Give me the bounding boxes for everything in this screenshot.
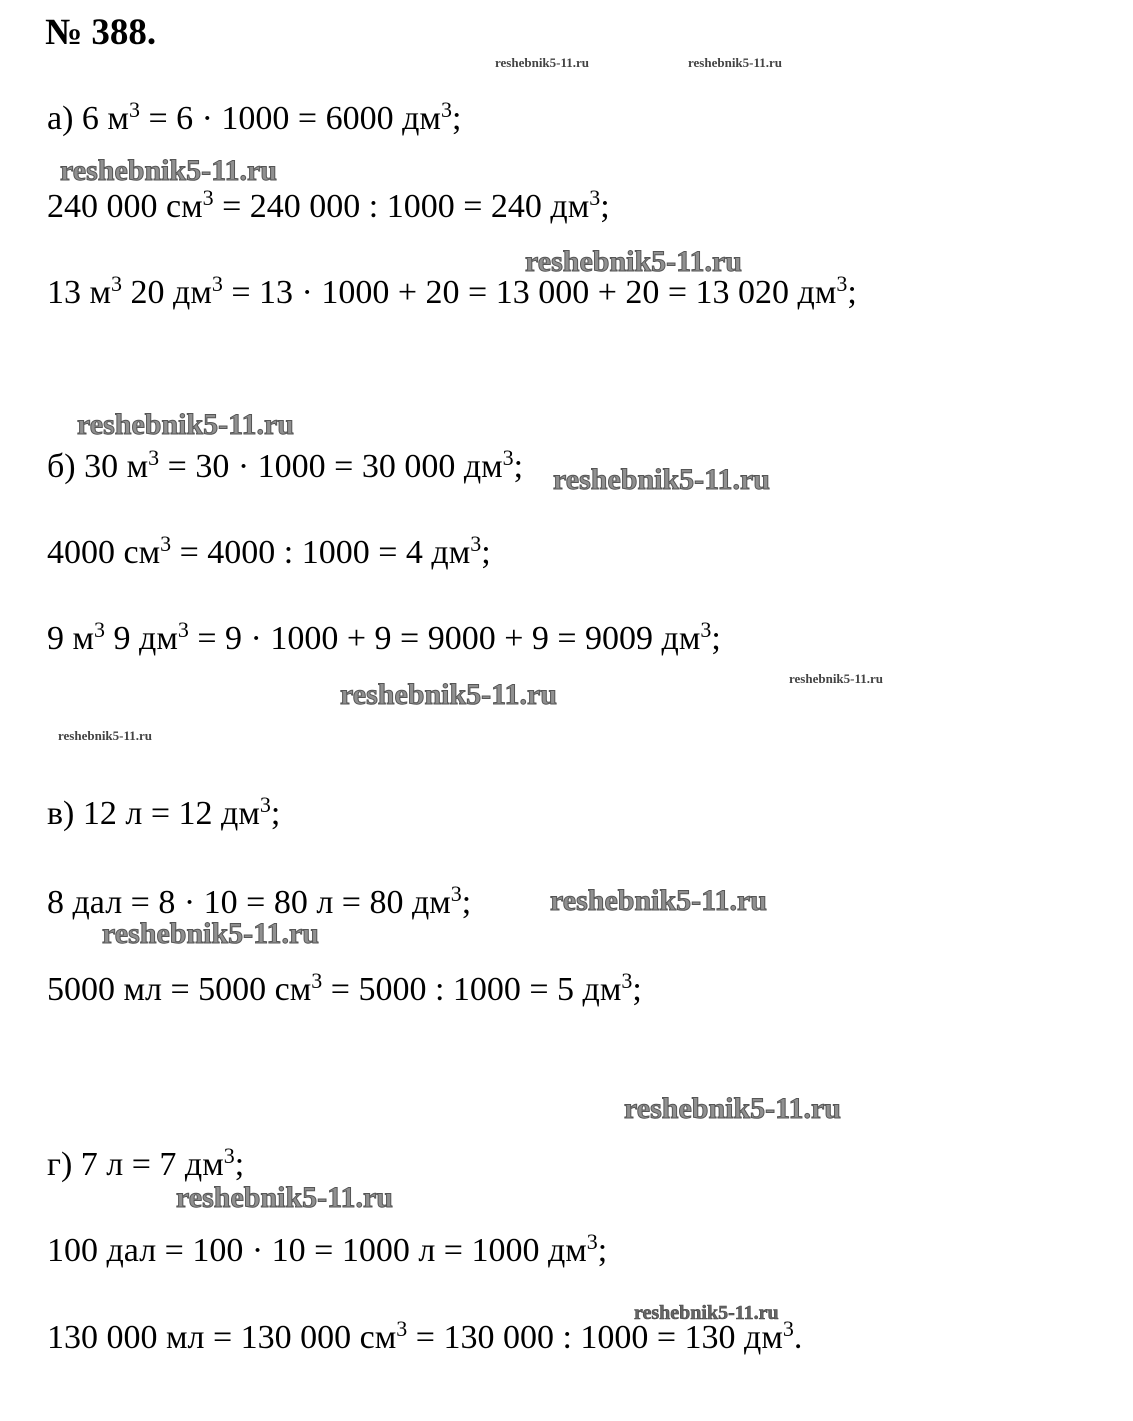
equation-line: 13 $м^3$ 20 $дм^3 = 13 \cdot 1000 + 20 = 13$ 000 + 20 = 13 020 $дм^3$; [47,270,857,311]
equation-line: а) 6 $м^3 = 6 \cdot 1000 = 6000$ $дм^3$; [47,96,462,137]
watermark: reshebnik5-11.ru [60,154,277,187]
equation-line: в) 12 л = 12 $дм^3$; [47,791,281,832]
watermark: reshebnik5-11.ru [102,917,319,950]
watermark: reshebnik5-11.ru [77,408,294,441]
watermark: reshebnik5-11.ru [553,463,770,496]
watermark: reshebnik5-11.ru [176,1181,393,1214]
watermark: reshebnik5-11.ru [340,678,557,711]
watermark: reshebnik5-11.ru [634,1302,779,1324]
equation-line: 8 дал = 8 · 10 = 80 л = 80 $дм^3$; [47,880,472,921]
equation-line: 130 000 мл = 130 000 $см^3 = 130$ 000 : 1000 = 130 $дм^3$. [47,1315,803,1356]
equation-line: 9 $м^3$ 9 $дм^3 = 9 \cdot 1000 + 9 = 9000 + 9 = 9009$ $дм^3$; [47,616,721,657]
watermark: reshebnik5-11.ru [688,55,783,70]
watermark: reshebnik5-11.ru [495,55,590,70]
equation-line: 5000 мл = 5000 $см^3 = 5000$ : 1000 = 5 $дм^3$; [47,967,642,1008]
equation-line: 100 дал = 100 · 10 = 1000 л = 1000 $дм^3$; [47,1228,608,1269]
watermark: reshebnik5-11.ru [550,884,767,917]
watermark: reshebnik5-11.ru [789,671,884,686]
equation-line: г) 7 л = 7 $дм^3$; [47,1142,245,1183]
equation-line: 240 000 $см^3 = 240$ 000 : 1000 = 240 $дм^3$; [47,184,610,225]
exercise-number: № 388. [45,12,157,53]
equation-line: 4000 $см^3 = 4000$ : 1000 = 4 $дм^3$; [47,530,491,571]
watermark: reshebnik5-11.ru [624,1092,841,1125]
watermark: reshebnik5-11.ru [58,728,153,743]
watermark: reshebnik5-11.ru [525,245,742,278]
equation-line: б) 30 $м^3 = 30 \cdot 1000 = 30$ 000 $дм^3$; [47,444,524,485]
